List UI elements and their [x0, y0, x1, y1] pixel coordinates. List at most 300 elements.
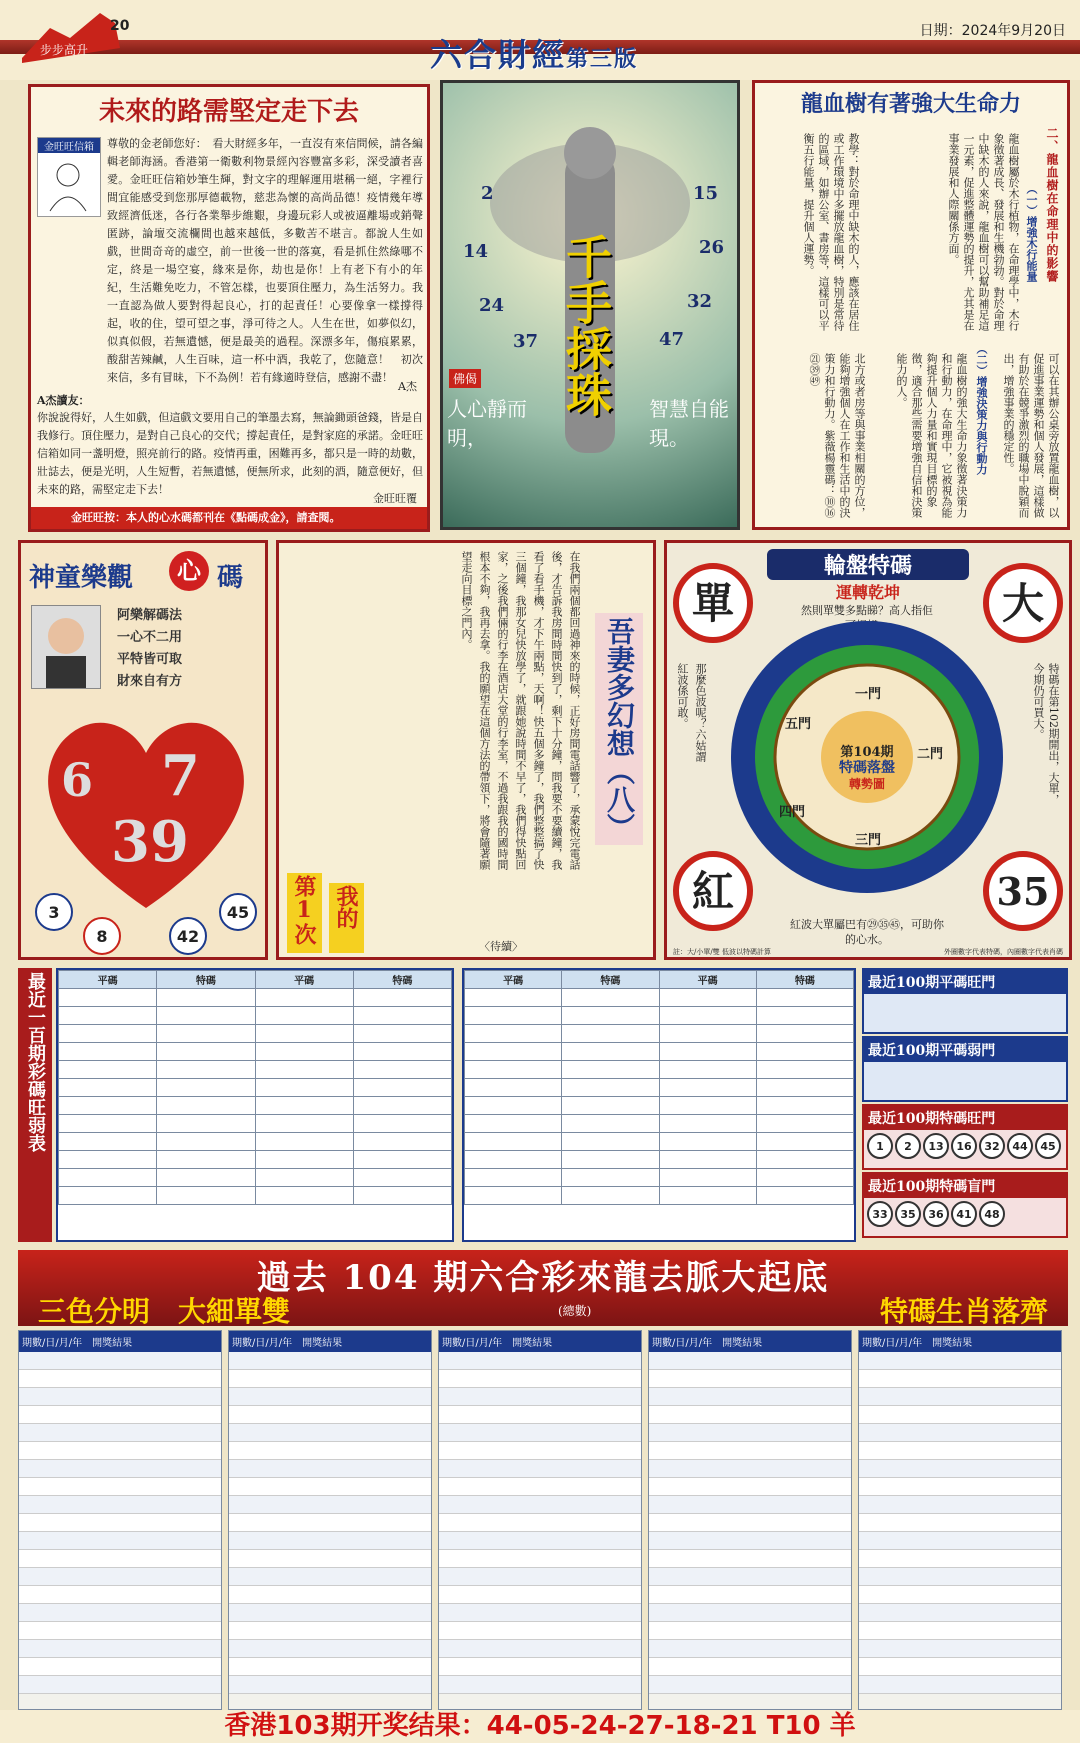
stats-cell: [353, 1169, 451, 1187]
hot-box: [862, 1172, 1068, 1238]
table-row: [649, 1478, 851, 1496]
stats-cell: [659, 1007, 756, 1025]
wheel-door: 一門: [855, 687, 882, 702]
table-row: [19, 1352, 221, 1370]
table-row: [859, 1586, 1061, 1604]
stats-cell: [255, 1151, 353, 1169]
stats-cell: [157, 1097, 255, 1115]
lucky-number: 24: [479, 295, 505, 316]
stats-cell: [59, 1133, 157, 1151]
lucky-number: 26: [699, 237, 725, 258]
stats-cell: [562, 1169, 659, 1187]
wheel-door: 五門: [785, 717, 812, 732]
writer-icon: [38, 153, 98, 213]
reply-signature: 金旺旺覆: [373, 492, 417, 505]
stats-cell: [756, 989, 853, 1007]
hot-title: 最近100期特碼旺門: [864, 1106, 1066, 1130]
table-row: [59, 1169, 452, 1187]
table-row: [649, 1658, 851, 1676]
hot-title: 最近100期特碼盲門: [864, 1174, 1066, 1198]
table-row: [649, 1424, 851, 1442]
table-row: [859, 1496, 1061, 1514]
letter-article: [28, 84, 430, 532]
hot-title: 最近100期平碼旺門: [864, 970, 1066, 994]
dragon-text-d: 北方或者房等與事業相關的方位，能夠增強個人在工作和生活中的決策力和行動力。紫薇楊靈碼：⑩⑯㉑㊴㊾: [808, 353, 866, 518]
table-row: [229, 1658, 431, 1676]
stats-cell: [465, 989, 562, 1007]
number-ball: 41: [951, 1201, 977, 1227]
wheel-quote-1: 然則單雙多點睇？高人指佢: [801, 604, 933, 617]
table-row: [229, 1442, 431, 1460]
table-row: [439, 1514, 641, 1532]
wheel-center: 特碼落盤: [839, 760, 895, 776]
results-column: [858, 1330, 1062, 1710]
lucky-number: 47: [659, 329, 685, 350]
logo-number: 20: [110, 18, 130, 34]
kid-code-box: [18, 540, 268, 960]
poem-line: 阿樂解碼法: [117, 608, 183, 623]
table-row: [19, 1478, 221, 1496]
wheel-door: 四門: [779, 805, 806, 820]
table-row: [19, 1370, 221, 1388]
table-row: [649, 1568, 851, 1586]
image-right-text: 智慧自能現。: [649, 397, 729, 450]
novel-mark-a: 我的: [329, 883, 364, 953]
stats-cell: [756, 1097, 853, 1115]
results-column: [648, 1330, 852, 1710]
table-row: [19, 1676, 221, 1694]
buddha-image: [440, 80, 740, 530]
table-row: [859, 1550, 1061, 1568]
table-row: [59, 1043, 452, 1061]
table-row: [439, 1604, 641, 1622]
table-row: [859, 1640, 1061, 1658]
table-row: [465, 1133, 854, 1151]
table-row: [59, 1007, 452, 1025]
wheel-note-2: 外圈數字代表特碼，內圈數字代表肖碼: [944, 948, 1063, 956]
stats-header: 特碼: [353, 971, 451, 989]
stats-table-2: [462, 968, 856, 1242]
result-footer: 香港103期开奖结果：44-05-24-27-18-21 T10 羊: [0, 1710, 1080, 1743]
edition-label: 第三版: [566, 46, 639, 72]
table-row: [19, 1406, 221, 1424]
table-row: [649, 1406, 851, 1424]
table-row: [465, 1079, 854, 1097]
stats-cell: [562, 1061, 659, 1079]
stats-cell: [659, 1043, 756, 1061]
table-row: [649, 1442, 851, 1460]
table-row: [465, 1025, 854, 1043]
wheel-quote-2: 紅波係可敢。: [676, 663, 689, 729]
big-mark: 單: [673, 563, 753, 643]
table-row: [19, 1658, 221, 1676]
table-row: [439, 1676, 641, 1694]
reply-heading: A杰讀友：: [37, 394, 90, 407]
heart-number: 6: [61, 753, 94, 807]
table-row: [439, 1478, 641, 1496]
issue-date: 日期：2024年9月20日: [919, 23, 1066, 39]
stats-cell: [255, 1115, 353, 1133]
number-ball: 44: [1007, 1133, 1033, 1159]
mailbox-badge: [37, 137, 101, 217]
table-row: [649, 1514, 851, 1532]
table-row: [439, 1388, 641, 1406]
table-row: [465, 1097, 854, 1115]
heart-icon: [31, 693, 261, 923]
stats-cell: [756, 1025, 853, 1043]
wheel-center-2: 轉勢圖: [848, 777, 885, 791]
stats-cell: [756, 1043, 853, 1061]
stats-grid: [464, 970, 854, 1205]
table-row: [19, 1604, 221, 1622]
stats-cell: [353, 1025, 451, 1043]
table-row: [649, 1352, 851, 1370]
stats-cell: [756, 1007, 853, 1025]
table-row: [859, 1568, 1061, 1586]
wheel-title: 輪盤特碼: [767, 549, 969, 580]
table-row: [439, 1568, 641, 1586]
stats-cell: [659, 1133, 756, 1151]
stats-cell: [659, 1079, 756, 1097]
table-row: [649, 1550, 851, 1568]
kid-title-c: 碼: [217, 563, 244, 593]
stats-cell: [465, 1007, 562, 1025]
stats-cell: [255, 989, 353, 1007]
table-row: [649, 1604, 851, 1622]
table-row: [19, 1586, 221, 1604]
stats-cell: [157, 1133, 255, 1151]
table-row: [229, 1478, 431, 1496]
table-row: [19, 1622, 221, 1640]
table-row: [859, 1658, 1061, 1676]
number-ball: 1: [867, 1133, 893, 1159]
table-row: [465, 1115, 854, 1133]
table-row: [19, 1496, 221, 1514]
table-row: [859, 1460, 1061, 1478]
wheel-box: [664, 540, 1072, 960]
kid-poem: [117, 605, 182, 693]
results-column: [18, 1330, 222, 1710]
table-row: [229, 1550, 431, 1568]
banner-small: (總數): [558, 1304, 592, 1318]
stats-cell: [59, 1061, 157, 1079]
stats-header: 平碼: [59, 971, 157, 989]
wheel-quote-5: 紅波大單屬巴有㉙㉟㊺，可助你的心水。: [790, 918, 944, 946]
wheel-period: 第104期: [840, 745, 894, 760]
stats-cell: [59, 1043, 157, 1061]
dragon-subhead-1: 二、龍血樹在命理中的影響: [1045, 127, 1059, 283]
table-row: [19, 1514, 221, 1532]
kid-title-heart: 心: [169, 551, 209, 591]
stats-cell: [465, 1043, 562, 1061]
stats-cell: [659, 1097, 756, 1115]
number-ball: 2: [895, 1133, 921, 1159]
stats-cell: [562, 1079, 659, 1097]
results-header: 期數/日/月/年 開獎結果: [859, 1331, 1061, 1352]
table-row: [859, 1388, 1061, 1406]
stats-cell: [353, 1079, 451, 1097]
stats-cell: [465, 1097, 562, 1115]
table-row: [229, 1532, 431, 1550]
table-row: [19, 1388, 221, 1406]
table-row: [465, 1007, 854, 1025]
stats-cell: [59, 1007, 157, 1025]
letter-title: 未來的路需堅定走下去: [98, 97, 359, 127]
stats-cell: [59, 1115, 157, 1133]
stats-cell: [59, 989, 157, 1007]
table-row: [465, 1169, 854, 1187]
avatar: [31, 605, 101, 689]
novel-body: 在我們兩個都回過神來的時候，正好房間電話響了，承蒙悅完電話後，才告訴我房間時間快到了，剩下十分鐘，問我要不要續鐘，我看了看手機，才下午兩點，天啊！快五個多鐘了，我們整整搞了快三個鐘，我那女兒快放學了，就跟她說時間不早了，我們得快點回家，之後我們倆的行李在酒店大堂的行李室，不過我跟我的國時間根本不夠，我再去拿。我的願望在這個方法的帶領下，將會隨著願望走向目標之門內。: [460, 551, 581, 870]
stats-cell: [756, 1061, 853, 1079]
stats-cell: [659, 1115, 756, 1133]
hot-balls: [864, 1198, 1066, 1230]
image-left-text: 人心靜而明，: [447, 397, 527, 450]
stats-cell: [756, 1187, 853, 1205]
table-row: [59, 1025, 452, 1043]
stats-cell: [59, 1079, 157, 1097]
number-ball: 3: [35, 893, 73, 931]
stats-cell: [465, 1133, 562, 1151]
table-row: [19, 1460, 221, 1478]
table-row: [229, 1514, 431, 1532]
stats-cell: [353, 1187, 451, 1205]
table-row: [859, 1532, 1061, 1550]
table-row: [439, 1460, 641, 1478]
wheel-subtitle: 運轉乾坤: [835, 583, 900, 602]
table-row: [465, 1043, 854, 1061]
table-row: [439, 1352, 641, 1370]
stats-cell: [255, 1043, 353, 1061]
table-row: [465, 1151, 854, 1169]
big-mark: 35: [983, 851, 1063, 931]
stats-cell: [255, 1187, 353, 1205]
table-row: [439, 1370, 641, 1388]
dragon-text-c: 龍血樹的強大生命力象徵著決策力和行動力，在命理中，它被視為能夠提升個人力量和實現目標的象徵，適合那些需要增強自信和決策能力的人。: [895, 353, 968, 518]
heart-number: 39: [111, 809, 189, 875]
table-row: [229, 1496, 431, 1514]
results-header: 期數/日/月/年 開獎結果: [19, 1331, 221, 1352]
lucky-number: 32: [687, 291, 713, 312]
table-row: [859, 1424, 1061, 1442]
table-row: [465, 1187, 854, 1205]
stats-cell: [353, 1043, 451, 1061]
dragon-text-b: 教學：對於命理中缺木的人，應該在居住或工作環境中多擺放龍血樹，特別是常待的區域，如辦公室、書房等，這樣可以平衡五行能量，提升個人運勢。: [802, 133, 860, 331]
stats-cell: [157, 989, 255, 1007]
stats-cell: [59, 1097, 157, 1115]
lucky-number: 15: [693, 183, 719, 204]
stats-cell: [756, 1115, 853, 1133]
table-row: [59, 1133, 452, 1151]
stats-cell: [353, 1061, 451, 1079]
badge-label: 金旺旺信箱: [38, 138, 100, 153]
results-header: 期數/日/月/年 開獎結果: [229, 1331, 431, 1352]
table-row: [19, 1532, 221, 1550]
number-ball: 33: [867, 1201, 893, 1227]
stats-cell: [157, 1187, 255, 1205]
lucky-number: 37: [513, 331, 539, 352]
stats-cell: [255, 1025, 353, 1043]
stats-cell: [465, 1169, 562, 1187]
table-row: [439, 1622, 641, 1640]
table-row: [229, 1622, 431, 1640]
table-row: [19, 1640, 221, 1658]
stats-cell: [756, 1169, 853, 1187]
table-row: [439, 1532, 641, 1550]
stats-cell: [157, 1043, 255, 1061]
stats-cell: [353, 989, 451, 1007]
dragon-title: 龍血樹有著強大生命力: [800, 91, 1021, 117]
header: [0, 0, 1080, 80]
table-row: [229, 1352, 431, 1370]
table-row: [859, 1514, 1061, 1532]
dragon-tree-article: [752, 80, 1070, 530]
table-row: [649, 1586, 851, 1604]
stats-side-title: [18, 968, 52, 1242]
table-row: [649, 1532, 851, 1550]
stats-cell: [659, 1061, 756, 1079]
poem-line: 一心不二用: [117, 630, 183, 645]
letter-body: 尊敬的金老師您好： 看大財經多年，一直沒有來信問候，請各編輯老師海涵。香港第一衛數利物景經內容豐富多彩，深受讀者喜愛。金旺旺信箱妙筆生輝，對文字的理解運用堪稱一絕，字裡行間宜能感受到您那厚德載物，慈悲為懷的高尚品德！疫情幾年導致經濟低迷，各行各業舉步維艱，身邊玩彩人或被逼離場或銷聲匿跡，論壇交流欄間也越來越低，多數苦不堪言。都說人生如戲，世間奇竒的虛空，前一世後一世的落寞，看是抓住然綠哪不定，終是一場空宴，緣來是你，劫也是你！上有老下有小的年紀，生活難免吃力，不管怎樣，也要頂住壓力，為生活努力。我一直認為做人要對得起良心，打的起責任！心要像拿一樣撐得起，收的住，望可望之事，淨可待之人。人生在世，如夢似幻，似真似假，若無遺憾，便是最美的過程。深漂多年，傷痕累累，酸甜苦辣鹹，人生百味，這一杯中酒，我乾了，您隨意！ 初次來信，多有冒昧，下不為例！若有緣適時登信，感謝不盡！: [107, 137, 423, 384]
table-row: [59, 1079, 452, 1097]
reply-body: 你說說得好，人生如戲，但這戲文要用自己的筆墨去寫，無論鋤頭爸錢，皆是自我修行。頂住壓力，是對自己良心的交代；撐起責任，是對家庭的承諾。金旺旺信箱如同一盞明燈，照亮前行的路。疫情再重，困難再多，都只是一時的劫數，壯誌去，便是光明，人生短暫，若無遺憾，便無所求，此刻的酒，隨意便好，但未來的路，需堅定走下去！: [37, 411, 423, 496]
letter-footer: 金旺旺按：本人的心水碼都刊在《點碼成金》，請查閱。: [31, 507, 427, 529]
stats-cell: [353, 1097, 451, 1115]
stats-cell: [353, 1151, 451, 1169]
stats-cell: [562, 1007, 659, 1025]
table-row: [649, 1388, 851, 1406]
table-row: [439, 1640, 641, 1658]
dragon-text-a: 龍血樹屬於木行植物，在命理學中，木行象徵著成長、發展和生機勃勃。對於命理中缺木的人來說，龍血樹可以幫助補足這一元素，促進整體運勢的提升，尤其是在事業發展和人際關係方面。: [947, 133, 1020, 331]
dragon-subhead-3: （二）增強決策力與行動力: [975, 343, 988, 475]
stats-cell: [756, 1151, 853, 1169]
hot-title: 最近100期平碼弱門: [864, 1038, 1066, 1062]
stats-cell: [562, 1043, 659, 1061]
table-row: [859, 1352, 1061, 1370]
stats-cell: [659, 1187, 756, 1205]
stats-cell: [59, 1187, 157, 1205]
number-ball: 45: [1035, 1133, 1061, 1159]
table-row: [439, 1442, 641, 1460]
heart-number: 7: [161, 743, 200, 809]
table-row: [229, 1676, 431, 1694]
table-row: [439, 1550, 641, 1568]
table-row: [19, 1442, 221, 1460]
table-row: [59, 1151, 452, 1169]
stats-header: 特碼: [756, 971, 853, 989]
table-row: [229, 1568, 431, 1586]
table-row: [465, 1061, 854, 1079]
table-row: [649, 1676, 851, 1694]
stats-cell: [353, 1133, 451, 1151]
number-ball: 42: [169, 917, 207, 955]
stats-cell: [59, 1169, 157, 1187]
logo-icon: [20, 8, 130, 68]
stats-cell: [659, 1169, 756, 1187]
table-row: [59, 989, 452, 1007]
table-row: [439, 1424, 641, 1442]
masthead: 六合財經: [430, 36, 567, 74]
stats-cell: [157, 1007, 255, 1025]
stats-cell: [465, 1151, 562, 1169]
stats-cell: [59, 1025, 157, 1043]
number-ball: 36: [923, 1201, 949, 1227]
stats-cell: [562, 1133, 659, 1151]
stats-cell: [157, 1025, 255, 1043]
table-row: [229, 1604, 431, 1622]
stats-cell: [157, 1151, 255, 1169]
stats-cell: [562, 1025, 659, 1043]
stats-cell: [255, 1097, 353, 1115]
stats-cell: [659, 1025, 756, 1043]
stats-cell: [255, 1007, 353, 1025]
table-row: [19, 1424, 221, 1442]
table-row: [439, 1406, 641, 1424]
table-row: [859, 1442, 1061, 1460]
stats-cell: [157, 1061, 255, 1079]
novel-mark-b: 第1次: [287, 873, 322, 953]
poem-line: 平特皆可取: [117, 652, 183, 667]
table-row: [649, 1622, 851, 1640]
stats-cell: [157, 1115, 255, 1133]
stats-cell: [756, 1133, 853, 1151]
table-row: [229, 1640, 431, 1658]
table-row: [229, 1406, 431, 1424]
stats-cell: [562, 1097, 659, 1115]
table-row: [859, 1478, 1061, 1496]
novel-title: 吾妻多幻想（八）: [595, 613, 643, 845]
svg-text:步步高升: 步步高升: [40, 43, 89, 57]
table-row: [649, 1460, 851, 1478]
table-row: [229, 1424, 431, 1442]
letter-signature: A杰: [398, 380, 417, 393]
stats-cell: [353, 1115, 451, 1133]
stats-grid: [58, 970, 452, 1205]
table-row: [59, 1097, 452, 1115]
table-row: [439, 1496, 641, 1514]
table-row: [19, 1550, 221, 1568]
stats-cell: [562, 1187, 659, 1205]
results-column: [228, 1330, 432, 1710]
table-row: [859, 1622, 1061, 1640]
table-row: [649, 1640, 851, 1658]
image-title: 千手採珠: [559, 233, 613, 417]
lucky-number: 14: [463, 241, 489, 262]
stats-header: 特碼: [157, 971, 255, 989]
table-row: [59, 1187, 452, 1205]
banner-line-3: 特碼生肖落齊: [879, 1295, 1048, 1328]
stats-header: 特碼: [562, 971, 659, 989]
big-mark: 大: [983, 563, 1063, 643]
hot-balls: [864, 1130, 1066, 1162]
stats-cell: [59, 1151, 157, 1169]
table-row: [859, 1676, 1061, 1694]
banner-line-1: 過去 104 期六合彩來龍去脈大起底: [256, 1258, 830, 1298]
results-header: 期數/日/月/年 開獎結果: [439, 1331, 641, 1352]
table-row: [19, 1568, 221, 1586]
number-ball: 45: [219, 893, 257, 931]
hot-box: [862, 1036, 1068, 1102]
stats-cell: [465, 1115, 562, 1133]
novel-box: [276, 540, 656, 960]
wheel-note: 註：大/小單/雙 低波以特碼計算: [673, 948, 771, 956]
results-column: [438, 1330, 642, 1710]
wheel-quote-4: 特碼在第102期開出，大單，今期仍可買大。: [1032, 663, 1060, 805]
table-row: [229, 1370, 431, 1388]
stats-header: 平碼: [659, 971, 756, 989]
number-ball: 32: [979, 1133, 1005, 1159]
lucky-number: 2: [481, 183, 494, 204]
